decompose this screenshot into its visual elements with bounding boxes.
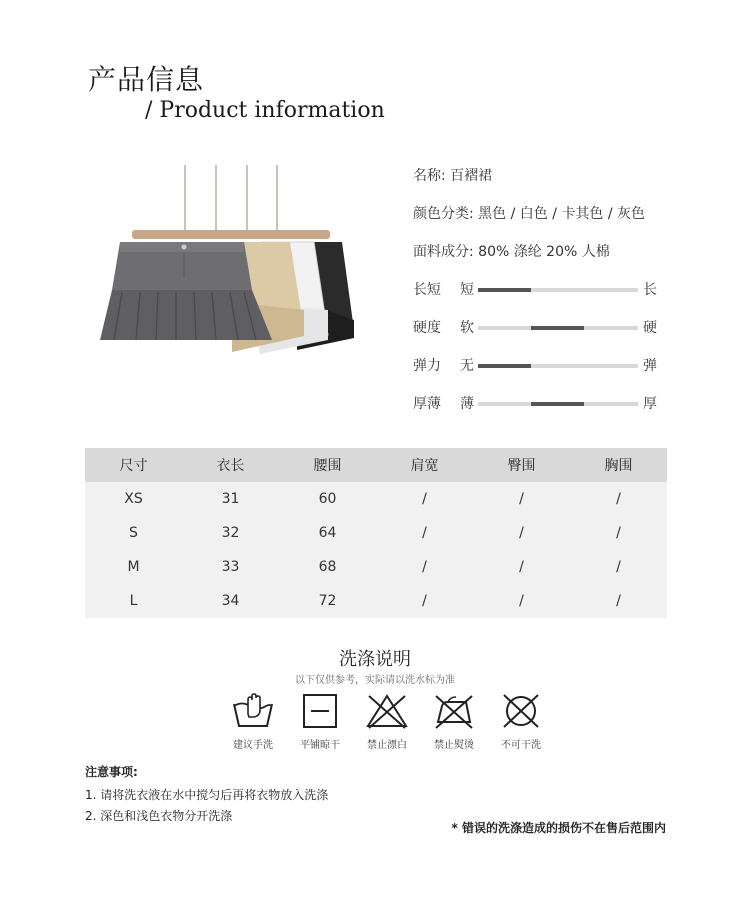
scale-thickness <box>413 393 673 413</box>
scale-elasticity <box>413 355 673 375</box>
table-row <box>85 516 667 550</box>
notes-item: 1. 请将洗衣液在水中搅匀后再将衣物放入洗涤 <box>85 788 329 802</box>
size-table <box>85 448 667 618</box>
table-cell: 68 <box>279 550 376 584</box>
scale-fill <box>531 326 584 330</box>
wash-item-label: 建议手洗 <box>233 740 273 751</box>
care-notes <box>85 763 328 828</box>
notes-item: 2. 深色和浅色衣物分开洗涤 <box>85 809 233 823</box>
table-row <box>85 584 667 618</box>
scale-low-label: 无 <box>460 358 474 374</box>
hand-wash-icon <box>231 692 275 730</box>
page-subtitle: / Product information <box>145 98 385 123</box>
washing-title: 洗涤说明 <box>339 649 411 670</box>
table-cell: / <box>473 550 570 584</box>
scale-high-label: 厚 <box>643 396 657 412</box>
table-header-row <box>85 448 667 482</box>
scale-track <box>478 288 638 292</box>
scale-fill <box>531 402 584 406</box>
scale-label: 长短 <box>413 282 441 298</box>
column-header: 胸围 <box>570 448 667 482</box>
scale-low-label: 薄 <box>460 396 474 412</box>
table-cell: / <box>473 516 570 550</box>
scale-high-label: 硬 <box>643 320 657 336</box>
table-cell: / <box>570 516 667 550</box>
page-title: 产品信息 <box>88 63 205 96</box>
wash-item-label: 禁止熨烫 <box>434 740 474 751</box>
column-header: 衣长 <box>182 448 279 482</box>
table-row <box>85 550 667 584</box>
scale-label: 厚薄 <box>413 396 441 412</box>
column-header: 肩宽 <box>376 448 473 482</box>
wash-item <box>223 692 283 751</box>
table-cell: / <box>376 516 473 550</box>
wash-item <box>424 692 484 751</box>
scale-high-label: 长 <box>643 282 657 298</box>
spec-colors: 颜色分类: 黑色 / 白色 / 卡其色 / 灰色 <box>413 206 646 222</box>
notes-heading: 注意事项: <box>85 765 138 779</box>
wash-item-label: 不可干洗 <box>501 740 541 751</box>
table-cell: 64 <box>279 516 376 550</box>
table-cell: 31 <box>182 482 279 516</box>
scale-track <box>478 364 638 368</box>
table-cell: S <box>85 516 182 550</box>
wash-item-label: 平铺晾干 <box>300 740 340 751</box>
wash-item <box>357 692 417 751</box>
scale-fill <box>478 288 531 292</box>
table-cell: XS <box>85 482 182 516</box>
scale-low-label: 软 <box>460 320 474 336</box>
flat-dry-icon <box>298 692 342 730</box>
table-row <box>85 482 667 516</box>
product-image <box>92 160 372 360</box>
no-dry-clean-icon <box>499 692 543 730</box>
table-cell: / <box>376 550 473 584</box>
column-header: 尺寸 <box>85 448 182 482</box>
no-iron-icon <box>432 692 476 730</box>
table-cell: / <box>570 482 667 516</box>
wash-item <box>491 692 551 751</box>
scale-length <box>413 279 673 299</box>
scale-track <box>478 402 638 406</box>
table-cell: / <box>473 482 570 516</box>
table-cell: / <box>473 584 570 618</box>
washing-icons <box>223 692 553 752</box>
scale-fill <box>478 364 531 368</box>
table-cell: 72 <box>279 584 376 618</box>
column-header: 腰围 <box>279 448 376 482</box>
washing-subtitle: 以下仅供参考，实际请以洗水标为准 <box>295 675 455 686</box>
no-bleach-icon <box>365 692 409 730</box>
scale-low-label: 短 <box>460 282 474 298</box>
spec-fabric: 面料成分: 80% 涤纶 20% 人棉 <box>413 244 610 260</box>
scale-label: 弹力 <box>413 358 441 374</box>
column-header: 臀围 <box>473 448 570 482</box>
table-cell: 32 <box>182 516 279 550</box>
wash-item <box>290 692 350 751</box>
scale-label: 硬度 <box>413 320 441 336</box>
table-cell: 33 <box>182 550 279 584</box>
table-cell: 34 <box>182 584 279 618</box>
spec-name: 名称: 百褶裙 <box>413 168 493 184</box>
scale-track <box>478 326 638 330</box>
table-cell: / <box>376 584 473 618</box>
scale-hardness <box>413 317 673 337</box>
wash-item-label: 禁止漂白 <box>367 740 407 751</box>
table-cell: 60 <box>279 482 376 516</box>
disclaimer-text: * 错误的洗涤造成的损伤不在售后范围内 <box>451 821 666 835</box>
scale-high-label: 弹 <box>643 358 657 374</box>
table-cell: L <box>85 584 182 618</box>
table-cell: / <box>376 482 473 516</box>
table-cell: M <box>85 550 182 584</box>
table-cell: / <box>570 584 667 618</box>
table-cell: / <box>570 550 667 584</box>
